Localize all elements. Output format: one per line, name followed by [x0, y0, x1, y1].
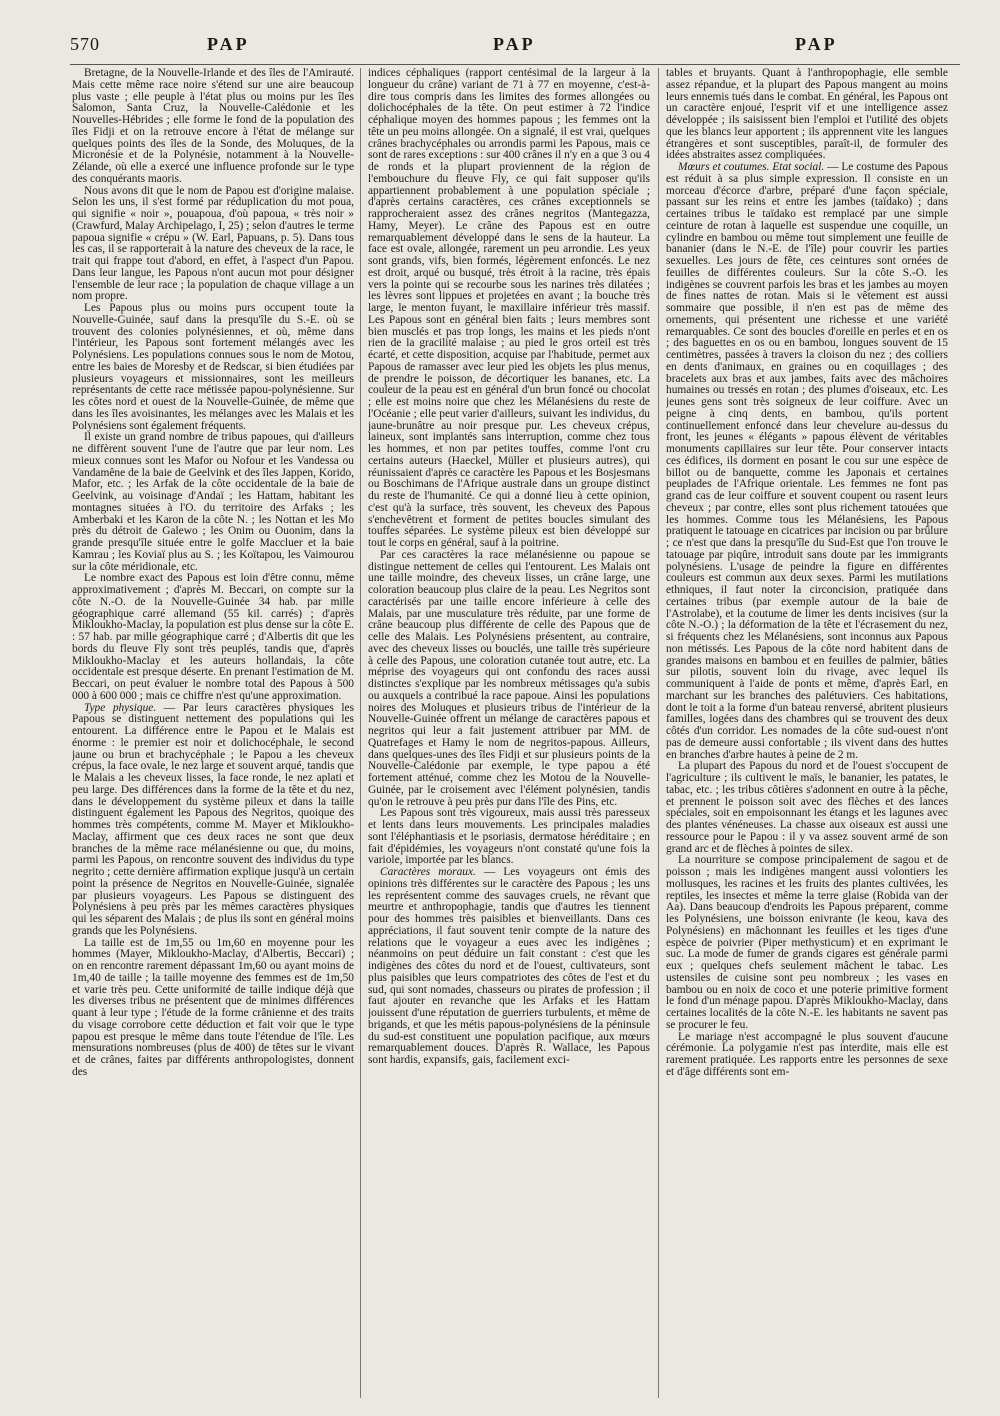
page-number: 570 [70, 34, 100, 54]
paragraph [368, 808, 650, 867]
section-heading: Caractères moraux. [380, 866, 476, 878]
paragraph [72, 68, 354, 186]
paragraph-text: indices céphaliques (rapport centésimal de la largeur à la longueur du crâne) variant de 71 à 77 en moyenne, c'est-à-dire tous compris dans les limites des formes allongées ou dolichocéphales de la tête. On peut estimer à 72 l'indice céphalique moyen des hommes papous ; les femmes ont la tête un peu moins allongée. On a signalé, il est vrai, quelques crânes brachycéphales ou arrondis parmi les Papous, mais ce sont de rares exceptions : sur 400 crânes il n'y en a que 3 ou 4 de ronds et la plupart proviennent de la région de l'embouchure du fleuve Fly, ce qui fait supposer qu'ils appartiennent probablement à une population spéciale ; d'après certains caractères, ces crânes exceptionnels se rapprocheraient assez des crânes negritos (Mantegazza, Hamy, Meyer). Le crâne des Papous est en outre remarquablement développé dans le sens de la hauteur. La face est ovale, allongée, rarement un peu arrondie. Les yeux sont grands, vifs, bien formés, légèrement enfoncés. Le nez est droit, arqué ou busqué, très étroit à la racine, très épais vers la pointe qui se recourbe sous les narines très dilatées ; les lèvres sont lippues et projetées en avant ; la bouche très large, le menton fuyant, le maxillaire inférieur très massif. Les Papous sont en général bien faits ; leurs membres sont bien musclés et pas trop longs, les mains et les pieds n'ont rien de la gracilité malaise ; au pied le gros orteil est très écarté, et cette disposition, acquise par l'habitude, permet aux Papous de ramasser avec leur pied les objets les plus menus, de prendre le poisson, de décortiquer les bananes, etc. La couleur de la peau est en général d'un brun foncé ou chocolat ; elle est moins noire que chez les Mélanésiens du reste de l'Océanie ; elle peut varier d'ailleurs, suivant les individus, du jaune-brunâtre au noir presque pur. Les cheveux crépus, laineux, sont implantés sans interruption, comme chez tous les hommes, et non par petites touffes, comme l'ont cru certains auteurs (Haeckel, Müller et plusieurs autres), qui réunissaient d'après ce caractère les Papous et les Bosjesmans ou Boschimans de l'Afrique australe dans un groupe distinct du reste de l'humanité. Ce qui a donné lieu à cette opinion, c'est qu'à la surface, très souvent, les cheveux des Papous s'enchevêtrent et forment de petites boucles simulant des touffes séparées. Le système pileux est bien développé sur tout le corps en général, sauf à la poitrine. [368, 68, 650, 549]
paragraph-text: Nous avons dit que le nom de Papou est d'origine malaise. Selon les uns, il s'est formé par réduplication du mot poua, qui signifie « noir », pouapoua, d'où papoua, « très noir » (Crawfurd, Malay Archipelago, I, 25) ; selon d'autres le terme papoua signifie « crépu » (W. Earl, Papuans, p. 5). Dans tous les cas, il se rapporterait à la nature des cheveux de la race, le trait qui frappe tout d'abord, en effet, à l'aspect d'un Papou. Dans leur langue, les Papous n'ont aucun mot pour désigner l'ensemble de leur race ; la population de chaque village a un nom propre. [72, 184, 354, 303]
paragraph-text: Le nombre exact des Papous est loin d'être connu, même approximativement ; d'après M. Beccari, on compte sur la côte N.-O. de la Nouvelle-Guinée 34 hab. par mille géographique carré allemand (55 kil. carrés) ; d'après Mikloukho-Maclay, la population est plus dense sur la côte E. : 57 hab. par mille géographique carré ; d'Albertis dit que les bords du fleuve Fly sont très peuplés, tandis que, d'après Mikloukho-Maclay et les auteurs hollandais, la côte occidentale est presque déserte. En prenant l'estimation de M. Beccari, on peut évaluer le nombre total des Papous à 500 000 à 600 000 ; mais ce chiffre n'est qu'une approximation. [72, 572, 354, 702]
paragraph [666, 855, 948, 1031]
running-head-right: PAP [795, 34, 838, 54]
section-heading: Type physique. [84, 701, 157, 714]
paragraph [72, 573, 354, 702]
paragraph [72, 186, 354, 304]
text-column-2 [368, 68, 650, 1398]
section-heading: Mœurs et coutumes. Etat social. [678, 161, 825, 173]
paragraph-text: — Le costume des Papous est réduit à sa plus simple expression. Il consiste en un morceau d'écorce d'arbre, préparé d'une façon spéciale, passant sur les reins et entre les jambes (taïdako) ; dans certaines tribus le taïdako est remplacé par une simple ceinture de rotan à laquelle est suspendue une coquille, un cylindre en bambou ou même tout simplement une feuille de bananier (dans le N.-E. de l'île) pour couvrir les parties sexuelles. Les jours de fête, ces ceintures sont ornées de feuilles de différentes couleurs. Sur la côte S.-O. les indigènes se couvrent parfois les bras et les jambes au moyen de fines nattes de rotan. Mais si le vêtement est aussi sommaire que possible, il n'en est pas de même des ornements, qui présentent une richesse et une variété remarquables. Ce sont des boucles d'oreille en perles et en os ; des baguettes en os ou en bambou, longues souvent de 15 centimètres, passées à travers la cloison du nez ; des colliers en dents d'animaux, en graines ou en coquillages ; des bracelets aux bras et aux jambes, faits avec des mâchoires humaines ou tressés en rotan ; des plumes d'oiseaux, etc. Les jeunes gens sont très soigneux de leur coiffure. Avec un peigne à cinq dents, en bambou, qu'ils portent continuellement enfoncé dans leur chevelure au-dessus du front, les jeunes « élégants » papous élèvent de véritables monuments capillaires sur leur tête. Pour conserver intacts ces édifices, ils dorment en posant le cou sur une espèce de billot ou de banquette, comme les Japonais et certaines peuplades de l'Afrique orientale. Les femmes ne font pas grand cas de leur coiffure et souvent coupent ou rasent leurs cheveux ; par contre, elles sont plus richement tatouées que les hommes. Comme tous les Mélanésiens, les Papous pratiquent le tatouage en cicatrices par incision ou par brûlure ; ce n'est que dans la presqu'île du Sud-Est que l'on trouve le tatouage par piqûre, introduit sans doute par les immigrants polynésiens. L'usage de peindre la figure en différentes couleurs est commun aux deux sexes. Parmi les mutilations ethniques, il faut noter la circoncision, pratiquée dans certaines tribus (par exemple autour de la baie de l'Astrolabe), et la coutume de limer les dents incisives (sur la côte N.-O.) ; la déformation de la tête et l'écrasement du nez, si fréquents chez les Mélanésiens, sont inconnus aux Papous non métissés. Les Papous de la côte nord habitent dans de grandes maisons en bambou et en feuilles de palmier, bâties sur pilotis, souvent loin du rivage, avec lequel ils communiquent à l'aide de ponts et même, d'après Earl, en marchant sur les branches des palétuviers. Ces habitations, dont le toit a la forme d'un bateau renversé, abritent plusieurs familles, logées dans des chambres qui se trouvent des deux côtés d'un corridor. Les nomades de la côte sud-ouest n'ont pas de demeure aussi confortable ; ils vivent dans des huttes en branches d'arbre hautes à peine de 2 m. [666, 161, 948, 761]
paragraph [666, 1032, 948, 1079]
paragraph-text: Par ces caractères la race mélanésienne ou papoue se distingue nettement de celles qui l'entourent. Les Malais ont une taille moindre, des cheveux lisses, un crâne large, une coloration beaucoup plus claire de la peau. Les Negritos sont caractérisés par une taille encore inférieure à celle des Malais, par une musculature très réduite, par une forme de crâne beaucoup plus différente de celle des Papous que de celle des Malais. Les Polynésiens présentent, au contraire, avec des cheveux lisses ou bouclés, une taille très supérieure à celle des Papous, une coloration cutanée tout autre, etc. La méprise des voyageurs qui ont confondu des races aussi distinctes s'explique par les nombreux métissages qu'a subis ou auxquels a contribué la race papoue. Ainsi les populations noires des Moluques et plusieurs tribus de l'intérieur de la Nouvelle-Guinée offrent un mélange de caractères papous et negritos qui leur a fait justement attribuer par MM. de Quatrefages et Hamy le nom de negritos-papous. Ailleurs, dans quelques-unes des îles Fidji et sur plusieurs points de la Nouvelle-Calédonie par exemple, le type papou a été fortement atténué, comme chez les Motou de la Nouvelle-Guinée, par le croisement avec l'élément polynésien, tandis qu'on le retrouve à peu près pur dans l'île des Pins, etc. [368, 548, 650, 808]
paragraph-text: tables et bruyants. Quant à l'anthropophagie, elle semble assez répandue, et la plupart des Papous mangent au moins leurs ennemis tués dans le combat. En général, les Papous ont un caractère enjoué, l'esprit vif et une intelligence assez développée ; ils saisissent bien l'emploi et l'utilité des objets que les blancs leur apportent ; ils apprennent vite les langues étrangères et sont susceptibles, paraît-il, de formuler des idées abstraites assez compliquées. [666, 68, 948, 162]
column-separator [658, 68, 659, 1398]
paragraph-text: La nourriture se compose principalement de sagou et de poisson ; mais les indigènes mangent aussi volontiers les mollusques, les racines et les fruits des plantes cultivées, les reptiles, les insectes et même la terre glaise (Robida van der Aa). Dans beaucoup d'endroits les Papous préparent, comme les Polynésiens, une boisson enivrante (le keou, kava des Polynésiens) en mâchonnant les feuilles et les tiges d'une espèce de poivrier (Piper methysticum) et en exprimant le suc. La mode de fumer de grands cigares est générale parmi eux ; quelques chefs seulement mâchent le tabac. Les ustensiles de cuisine sont peu nombreux ; les vases en bambou ou en noix de coco et une poterie primitive forment le fond d'un ménage papou. D'après Mikloukho-Maclay, dans certaines localités de la côte N.-E. les habitants ne savent pas se procurer le feu. [666, 854, 948, 1031]
page-header [70, 34, 960, 60]
paragraph [72, 432, 354, 573]
text-column-1 [72, 68, 354, 1398]
paragraph [368, 867, 650, 1067]
paragraph-text: Bretagne, de la Nouvelle-Irlande et des îles de l'Amirauté. Mais cette même race noire s'étend sur une aire beaucoup plus vaste ; elle peuple à l'état plus ou moins pur les îles Salomon, Santa Cruz, la Nouvelle-Calédonie et les Nouvelles-Hébrides ; elle forme le fond de la population des îles Fidji et on la retrouve encore à l'état de mélange sur quelques points des îles de la Sonde, des Moluques, de la Micronésie et de la Polynésie, notamment à la Nouvelle-Zélande, où elle a exercé une influence profonde sur le type des conquérants maoris. [72, 68, 354, 185]
paragraph-text: La taille est de 1m,55 ou 1m,60 en moyenne pour les hommes (Mayer, Mikloukho-Maclay, d'Albertis, Beccari) ; on en rencontre rarement dépassant 1m,60 ou ayant moins de 1m,40 de taille ; la taille moyenne des femmes est de 1m,50 et varie très peu. Cette uniformité de taille indique déjà que les diverses tribus ne présentent que de minimes différences quant à leur type ; l'étude de la forme crânienne et des traits du visage corrobore cette déduction et fait voir que le type papou est presque le même dans toute l'étendue de l'île. Les mensurations nombreuses (plus de 400) de têtes sur le vivant et de crânes, faites par différents anthropologistes, donnent des [72, 936, 354, 1078]
paragraph-text: Le mariage n'est accompagné le plus souvent d'aucune cérémonie. La polygamie n'est pas interdite, mais elle est rarement pratiquée. Les rapports entre les personnes de sexe et d'âge différents sont em- [666, 1030, 948, 1078]
running-head-left: PAP [207, 34, 250, 54]
paragraph [72, 938, 354, 1079]
paragraph [368, 550, 650, 809]
column-separator [360, 68, 361, 1398]
paragraph-text: Les Papous plus ou moins purs occupent toute la Nouvelle-Guinée, sauf dans la presqu'île du S.-E. où se trouvent des colonies polynésiennes, et où, même dans l'intérieur, les Papous sont fortement mélangés avec les Polynésiens. Les populations connues sous le nom de Motou, entre les baies de Moresby et de Redscar, si bien étudiées par plusieurs voyageurs et missionnaires, sont les meilleurs représentants de cette race métissée papou-polynésienne. Sur les côtes nord et ouest de la Nouvelle-Guinée, de même que dans les îles avoisinantes, les mélanges avec les Malais et les Polynésiens sont également fréquents. [72, 302, 354, 432]
paragraph [666, 162, 948, 761]
paragraph-text: Il existe un grand nombre de tribus papoues, qui d'ailleurs ne diffèrent souvent l'une de l'autre que par leur nom. Les mieux connues sont les Mafor ou Nofour et les Vandessa ou Vandamêne de la baie de Geelvink et des îles Jappen, Korido, Mafor, etc. ; les Arfak de la côte occidentale de la baie de Geelvink, au voisinage d'Andaï ; les Hattam, habitant les montagnes situées à l'O. du territoire des Arfaks ; les Amberbaki et les Karon de la côte N. ; les Nottan et les Mo près du détroit de Galewo ; les Onim ou Ouonim, dans la grande presqu'île située entre le golfe Maccluer et la baie Kamrau ; les Koviaï plus au S. ; les Koïtapou, les Vaimourou sur la côte méridionale, etc. [72, 431, 354, 573]
paragraph-text: — Par leurs caractères physiques les Papous se distinguent nettement des populations qui les entourent. La différence entre le Papou et le Malais est énorme : le premier est noir et dolichocéphale, le second jaune ou brun et brachycéphale ; le Papou a les cheveux crépus, la face ovale, le nez large et souvent arqué, tandis que le Malais a les cheveux lisses, la face ronde, le nez aplati et peu large. Des différences dans la forme de la tête et du nez, dans le développement du système pileux et dans la taille distinguent également les Papous des Negritos, quoique des hommes très compétents, comme M. Mayer et Mikloukho-Maclay, affirment que ces deux races ne sont que deux branches de la même race mélanésienne ou que, du moins, parmi les Papous, on rencontre souvent des individus du type negrito ; cette dernière affirmation explique jusqu'à un certain point la présence de Negritos en Nouvelle-Guinée, signalée par plusieurs voyageurs. Les Papous se distinguent des Polynésiens à peu près par les mêmes caractères physiques qui les séparent des Malais ; de plus ils sont en général moins grands que les Polynésiens. [72, 701, 354, 937]
paragraph [666, 68, 948, 162]
header-rule [70, 64, 960, 65]
paragraph [666, 761, 948, 855]
paragraph [368, 68, 650, 550]
paragraph-text: — Les voyageurs ont émis des opinions très différentes sur le caractère des Papous ; les uns les représentent comme des sauvages cruels, ne rêvant que meurtre et anthropophagie, tandis que d'autres les tiennent pour des hommes très paisibles et bienveillants. Dans ces appréciations, il faut souvent tenir compte de la nature des relations que le voyageur a eues avec les indigènes ; néanmoins on peut déduire un fait constant : c'est que les indigènes des côtes du nord et de l'ouest, cultivateurs, sont plus paisibles que leurs compatriotes des côtes de l'est et du sud, qui sont nomades, chasseurs ou pirates de profession ; il faut ajouter en revanche que les Arfaks et les Hattam jouissent d'une réputation de guerriers turbulents, et même de brigands, et que les métis papous-polynésiens de la péninsule du sud-est constituent une population pacifique, aux mœurs remarquablement douces. D'après R. Wallace, les Papous sont hardis, expansifs, gais, facilement exci- [368, 866, 650, 1066]
paragraph-text: Les Papous sont très vigoureux, mais aussi très paresseux et lents dans leurs mouvements. Les principales maladies sont l'éléphantiasis et le psoriasis, dermatose héréditaire ; en fait d'épidémies, les voyageurs n'ont constaté qu'une fois la variole, importée par les blancs. [368, 807, 650, 867]
paragraph [72, 703, 354, 938]
running-head-center: PAP [493, 34, 536, 54]
paragraph [72, 303, 354, 432]
text-column-3 [666, 68, 948, 1398]
paragraph-text: La plupart des Papous du nord et de l'ouest s'occupent de l'agriculture ; ils cultivent le maïs, le bananier, les patates, le tabac, etc. ; les tribus côtières s'adonnent en outre à la pêche, et prennent le poisson soit avec des flèches et des lances spéciales, soit en empoisonnant les étangs et les lagunes avec des plantes vénéneuses. La chasse aux oiseaux est aussi une ressource pour le Papou : il y va assez souvent armé de son grand arc et de flèches à pointes de silex. [666, 760, 948, 855]
